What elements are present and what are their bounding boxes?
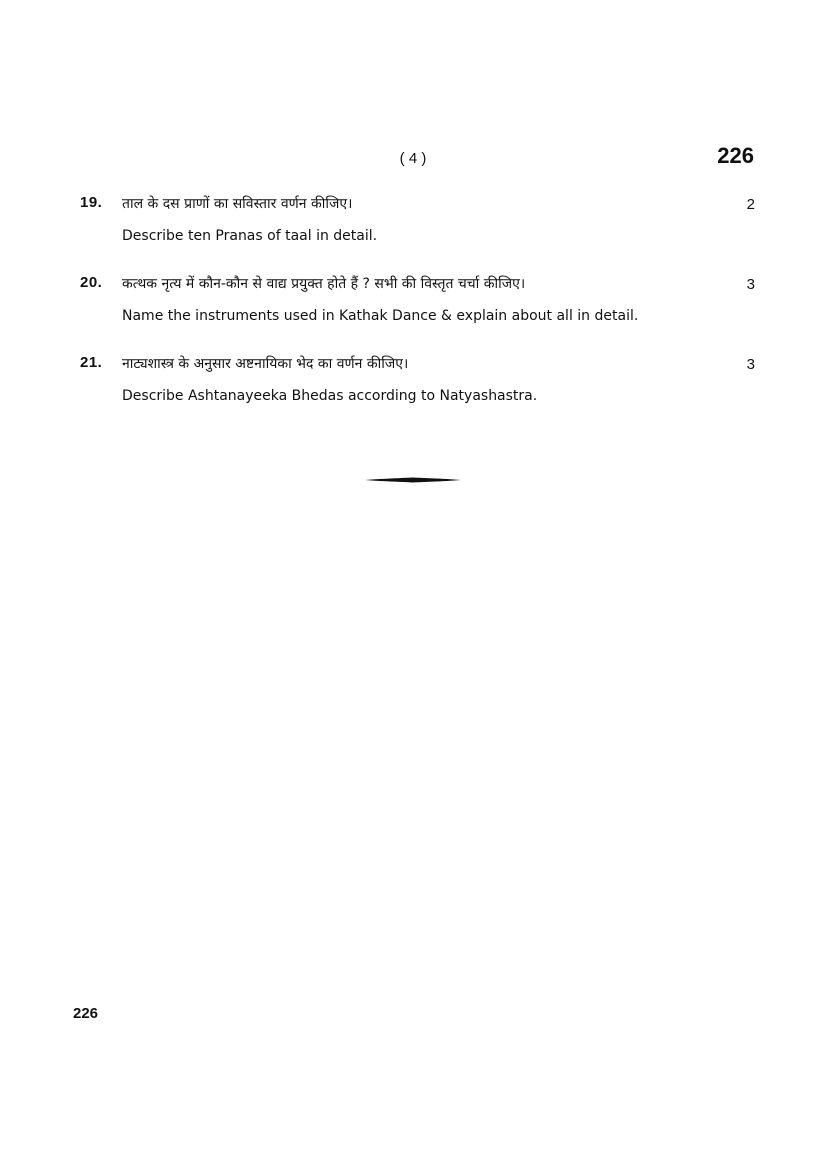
question-21 (80, 354, 760, 414)
question-text-english: Describe Ashtanayeeka Bhedas according to Natyashastra. (122, 388, 538, 404)
question-number: 19. (80, 194, 103, 211)
question-marks: 2 (746, 196, 755, 213)
question-text-hindi: ताल के दस प्राणों का सविस्तार वर्णन कीजिए। (122, 196, 353, 212)
question-text-hindi: कत्थक नृत्य में कौन-कौन से वाद्य प्रयुक्त होते हैं ? सभी की विस्तृत चर्चा कीजिए। (122, 276, 526, 292)
paper-code-top: 226 (717, 143, 754, 168)
paper-code-bottom: 226 (73, 1005, 99, 1022)
question-number: 21. (80, 354, 103, 371)
question-marks: 3 (746, 356, 755, 373)
end-ornament (364, 474, 462, 486)
question-number: 20. (80, 274, 103, 291)
question-19 (80, 194, 760, 254)
question-text-english: Describe ten Pranas of taal in detail. (122, 228, 378, 244)
question-text-english: Name the instruments used in Kathak Dance & explain about all in detail. (122, 308, 639, 324)
question-text-hindi: नाट्यशास्त्र के अनुसार अष्टनायिका भेद का वर्णन कीजिए। (122, 356, 409, 372)
question-marks: 3 (746, 276, 755, 293)
page-number: ( 4 ) (399, 150, 427, 167)
question-20 (80, 274, 760, 334)
